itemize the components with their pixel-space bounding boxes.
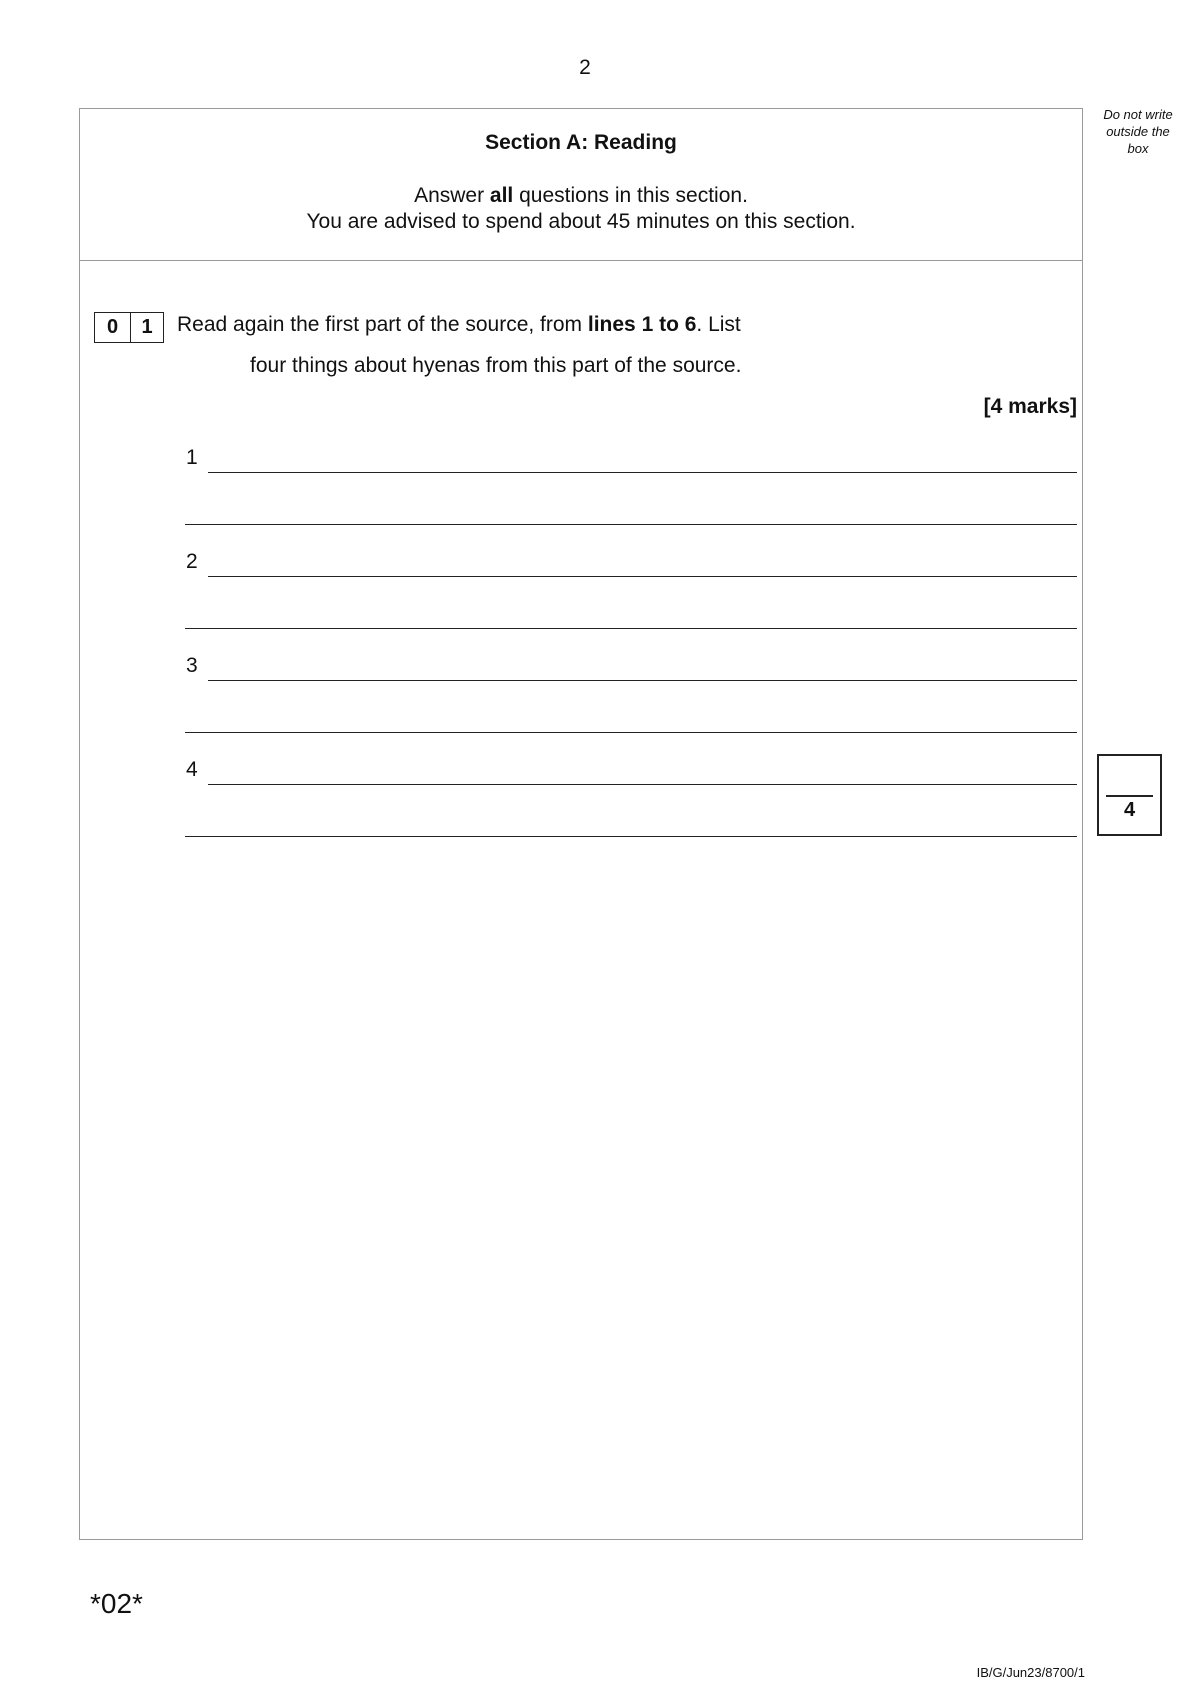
question-line-reference: lines 1 to 6 bbox=[587, 313, 697, 336]
answer-number: 1 bbox=[186, 446, 198, 469]
question-number-box: 0 bbox=[94, 312, 131, 343]
answer-line[interactable] bbox=[185, 524, 1077, 525]
answer-number: 2 bbox=[186, 550, 198, 573]
section-instruction bbox=[79, 184, 1083, 208]
section-divider bbox=[79, 260, 1083, 261]
page-code: *02* bbox=[90, 1588, 143, 1619]
margin-note-line: Do not write bbox=[1103, 107, 1173, 122]
answer-line[interactable] bbox=[185, 732, 1077, 733]
question-text bbox=[177, 313, 741, 337]
margin-note-line: box bbox=[1127, 141, 1149, 156]
margin-note-line: outside the bbox=[1106, 124, 1170, 139]
answer-line[interactable] bbox=[208, 784, 1077, 785]
section-title: Section A: Reading bbox=[485, 131, 677, 154]
section-time-advice: You are advised to spend about 45 minutes on this section. bbox=[306, 210, 856, 233]
question-number-box: 1 bbox=[130, 312, 164, 343]
paper-reference: IB/G/Jun23/8700/1 bbox=[976, 1665, 1085, 1680]
answer-line[interactable] bbox=[208, 576, 1077, 577]
question-text-part: . List bbox=[696, 313, 741, 336]
answer-line[interactable] bbox=[208, 680, 1077, 681]
instruction-text: questions in this section. bbox=[513, 184, 748, 207]
marks-label: [4 marks] bbox=[983, 395, 1077, 418]
answer-number: 3 bbox=[186, 654, 198, 677]
answer-line[interactable] bbox=[185, 836, 1077, 837]
instruction-text: Answer bbox=[414, 184, 490, 207]
answer-number: 4 bbox=[186, 758, 198, 781]
score-total: 4 bbox=[1123, 799, 1136, 821]
score-entry-line[interactable] bbox=[1106, 795, 1153, 797]
question-text-part: Read again the first part of the source, from bbox=[177, 313, 588, 336]
instruction-emphasis: all bbox=[489, 184, 514, 207]
margin-note bbox=[1092, 106, 1184, 157]
answer-line[interactable] bbox=[185, 628, 1077, 629]
page-number: 2 bbox=[579, 56, 591, 79]
answer-line[interactable] bbox=[208, 472, 1077, 473]
question-text-continued: four things about hyenas from this part of the source. bbox=[250, 354, 742, 377]
